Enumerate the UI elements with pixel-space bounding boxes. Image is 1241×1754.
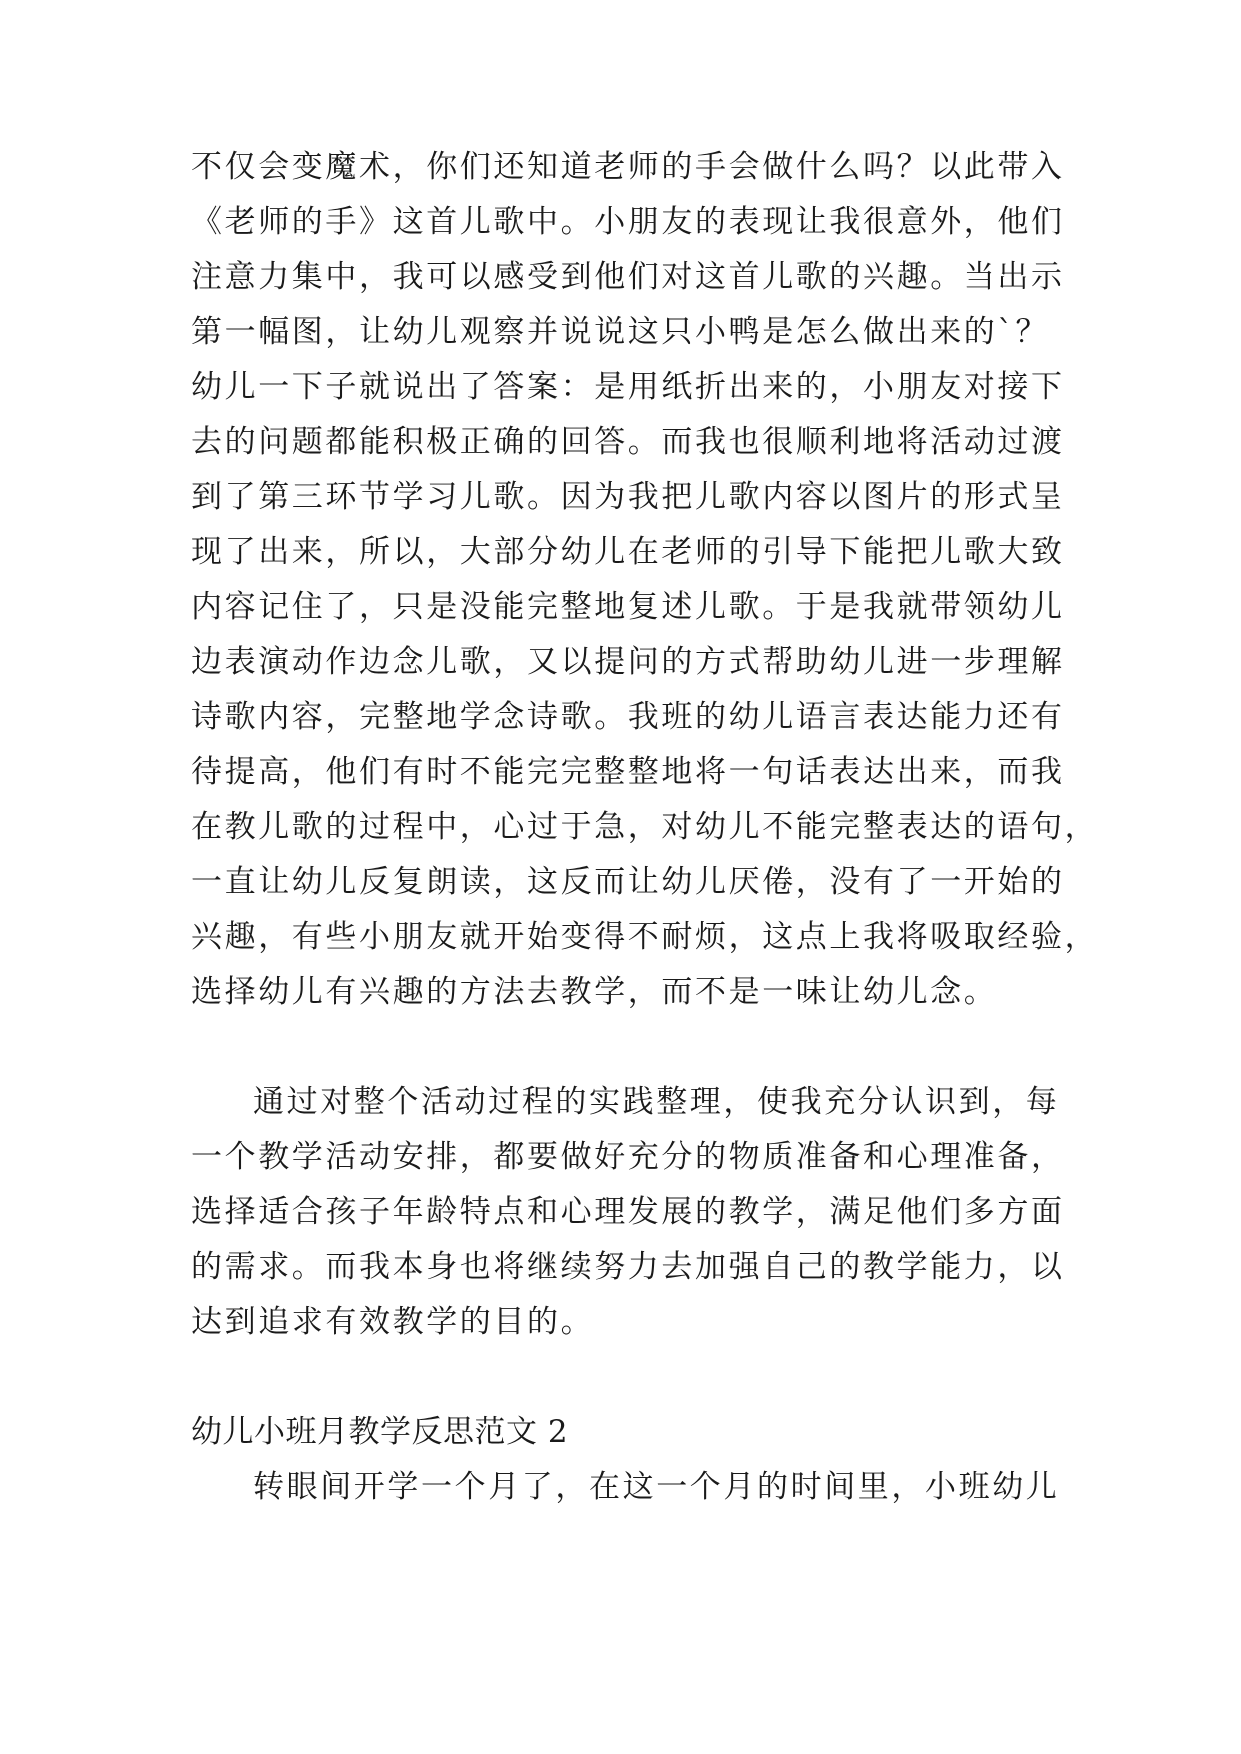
- text-line: 转眼间开学一个月了，在这一个月的时间里，小班幼儿: [253, 1469, 1060, 1505]
- text-line: 的需求。而我本身也将继续努力去加强自己的教学能力，以: [191, 1249, 1065, 1285]
- text-line: 边表演动作边念儿歌，又以提问的方式帮助幼儿进一步理解: [191, 644, 1065, 680]
- text-line: 待提高，他们有时不能完完整整地将一句话表达出来，而我: [191, 754, 1065, 790]
- text-line: 不仅会变魔术，你们还知道老师的手会做什么吗？以此带入: [191, 149, 1065, 185]
- text-line: 幼儿一下子就说出了答案：是用纸折出来的，小朋友对接下: [191, 369, 1065, 405]
- text-line: 注意力集中，我可以感受到他们对这首儿歌的兴趣。当出示: [191, 259, 1065, 295]
- text-line: 选择适合孩子年龄特点和心理发展的教学，满足他们多方面: [191, 1194, 1065, 1230]
- text-line: 达到追求有效教学的目的。: [191, 1304, 595, 1340]
- text-line: 到了第三环节学习儿歌。因为我把儿歌内容以图片的形式呈: [191, 479, 1065, 515]
- text-line: 通过对整个活动过程的实践整理，使我充分认识到，每: [253, 1084, 1060, 1120]
- text-line: 《老师的手》这首儿歌中。小朋友的表现让我很意外，他们: [191, 204, 1065, 240]
- section-heading: 幼儿小班月教学反思范文 2: [191, 1414, 569, 1450]
- text-line: 现了出来，所以，大部分幼儿在老师的引导下能把儿歌大致: [191, 534, 1065, 570]
- text-line: 内容记住了，只是没能完整地复述儿歌。于是我就带领幼儿: [191, 589, 1065, 625]
- text-line: 第一幅图，让幼儿观察并说说这只小鸭是怎么做出来的`？: [191, 314, 1050, 350]
- text-line: 去的问题都能积极正确的回答。而我也很顺利地将活动过渡: [191, 424, 1065, 460]
- text-line: 在教儿歌的过程中，心过于急，对幼儿不能完整表达的语句，: [191, 809, 1099, 845]
- text-line: 一个教学活动安排，都要做好充分的物质准备和心理准备，: [191, 1139, 1065, 1175]
- text-line: 一直让幼儿反复朗读，这反而让幼儿厌倦，没有了一开始的: [191, 864, 1065, 900]
- text-line: 选择幼儿有兴趣的方法去教学，而不是一味让幼儿念。: [191, 974, 998, 1010]
- text-line: 诗歌内容，完整地学念诗歌。我班的幼儿语言表达能力还有: [191, 699, 1065, 735]
- text-line: 兴趣，有些小朋友就开始变得不耐烦，这点上我将吸取经验，: [191, 919, 1099, 955]
